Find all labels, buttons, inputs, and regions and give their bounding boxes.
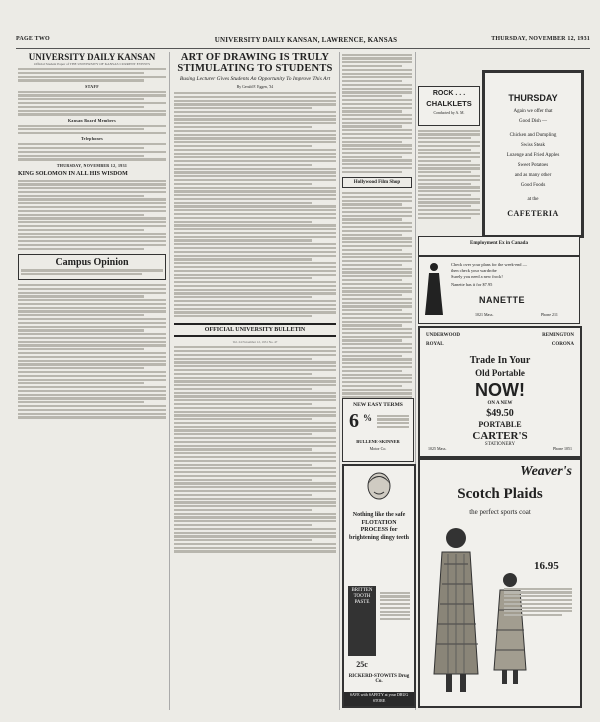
bulletin-meta: Vol. 24 November 12, 1931 No. 47: [232, 340, 278, 345]
sports-coat-line: the perfect sports coat: [469, 508, 531, 516]
cafeteria-menu-item: Lozenge and Fried Apples: [506, 153, 560, 158]
cafeteria-line: at the: [527, 197, 539, 202]
editorial-headline: KING SOLOMON IN ALL HIS WISDOM: [18, 170, 128, 177]
campus-opinion-box: [18, 254, 166, 280]
news-column: [342, 52, 412, 400]
nanette-text: [451, 262, 575, 288]
safe-banner: SAVE with SAFETY at your DRUG STORE: [344, 692, 414, 706]
telephone-listing: [18, 143, 166, 160]
cafeteria-menu-item: Swiss Steak: [520, 143, 546, 148]
weavers-copy: [504, 586, 572, 618]
board-label: Kansan Board Members: [68, 117, 116, 123]
employment-title: Employment Ex in Canada: [470, 241, 528, 246]
employment-ad: [418, 236, 580, 256]
bullene-name: BULLENE-SKINNER: [356, 439, 400, 444]
cafeteria-day: THURSDAY: [508, 93, 558, 103]
issue-date: THURSDAY, NOVEMBER 12, 1931: [491, 36, 590, 42]
trade-in-title: Trade In Your: [469, 355, 531, 366]
column-rule: [339, 52, 340, 710]
old-portable: Old Portable: [475, 368, 525, 378]
news-body: [342, 54, 412, 173]
on-a-new: ON A NEW: [487, 401, 513, 406]
art-byline: By Gerald F. Eggen, '34: [236, 85, 274, 89]
page-header: [16, 36, 590, 49]
bulletin-body: [174, 346, 336, 552]
campus-opinion-body: [18, 284, 166, 419]
typewriter-price: $49.50: [486, 408, 514, 419]
hollywood-title: Hollywood Film Shop: [353, 180, 401, 185]
cafeteria-line: Again we offer that: [513, 109, 553, 114]
rickerd-name: RICKERD-STOWITS Drug Co.: [348, 674, 410, 684]
bullene-ad: [342, 398, 414, 462]
column-rule: [169, 52, 170, 710]
terms-text: [377, 413, 409, 430]
carters-address: 1025 Mass.: [428, 446, 447, 451]
masthead-subtitle: Official Student Paper of THE UNIVERSITY OF KANSAS CURRENT EVENTS: [33, 62, 151, 66]
flotation-headline: Nothing like the safe FLOTATION PROCESS for brightening dingy teeth: [348, 512, 409, 541]
carters-name: CARTER'S: [472, 430, 528, 442]
cafeteria-line: Good Foods: [520, 183, 546, 188]
rock-name: CHALKLETS: [426, 99, 472, 108]
rock-chalklets-box: [418, 86, 480, 126]
cafeteria-line: Good Dish —: [518, 119, 548, 124]
masthead: UNIVERSITY DAILY KANSAN: [28, 52, 156, 62]
art-body: [174, 92, 336, 317]
editorial-date: THURSDAY, NOVEMBER 12, 1931: [56, 162, 128, 168]
brand-royal: ROYAL: [426, 342, 444, 347]
britten-copy: [380, 590, 410, 622]
rock-body: [418, 128, 480, 242]
board-names: [18, 125, 166, 135]
brand-remington: REMINGTON: [542, 333, 574, 338]
nanette-phone: Phone 211: [541, 312, 558, 317]
hollywood-box: [342, 177, 412, 188]
feature-column: [174, 52, 336, 710]
nanette-name: NANETTE: [479, 295, 525, 305]
carters-ad: [418, 326, 582, 458]
weavers-ad: [418, 458, 582, 708]
editorial-body: [18, 180, 166, 250]
cafeteria-menu-item: Chicken and Dumpling: [509, 133, 557, 138]
fashion-figure-icon: [423, 261, 445, 317]
cafeteria-ad: [482, 70, 584, 238]
nanette-address: 1021 Mass.: [475, 312, 494, 317]
staff-names: [18, 91, 166, 116]
scotch-plaids: Scotch Plaids: [457, 486, 543, 502]
rock-title: ROCK . . .: [432, 90, 466, 97]
cafeteria-name: CAFETERIA: [507, 209, 559, 218]
six-figure: 6: [349, 410, 359, 432]
art-headline: ART OF DRAWING IS TRULY STIMULATING TO STUDENTS: [177, 52, 333, 74]
editorial-column: [18, 52, 166, 710]
weavers-name: Weaver's: [520, 464, 572, 479]
easy-terms: NEW EASY TERMS: [353, 402, 403, 408]
percent-sign: %: [363, 413, 372, 423]
brand-corona: CORONA: [551, 342, 574, 347]
nanette-line: then check your wardrobe: [451, 268, 497, 273]
bullene-sub: Motor Co.: [369, 446, 387, 451]
portable-label: PORTABLE: [478, 420, 522, 429]
cafeteria-menu-item: Sweet Potatoes: [517, 163, 549, 168]
woman-portrait-icon: [362, 470, 396, 510]
now-headline: NOW!: [475, 380, 525, 400]
art-subheadline: Busing Lecturer Gives Students An Opportunity To Improve This Art: [179, 76, 331, 82]
carters-stationery: STATIONERY: [484, 442, 516, 447]
staff-listing: [18, 68, 166, 82]
nanette-price: Nanette has it for $7.95: [451, 282, 493, 287]
britten-price: 25c: [356, 660, 368, 669]
staff-label: STAFF: [85, 83, 99, 89]
nanette-ad: [418, 256, 580, 324]
rock-sub: Conducted by A. M.: [433, 111, 465, 115]
bulletin-title: OFFICIAL UNIVERSITY BULLETIN: [174, 323, 336, 337]
nanette-line: Surely you need a new frock!: [451, 274, 503, 279]
campus-opinion-title: Campus Opinion: [55, 256, 129, 268]
woman-coat-illustration-icon: [426, 524, 486, 696]
telephones-label: Telephones: [81, 136, 103, 142]
toothpaste-ad: [342, 464, 416, 708]
paper-title: UNIVERSITY DAILY KANSAN, LAWRENCE, KANSAS: [214, 36, 398, 44]
britten-name: BRITTEN TOOTH PASTE: [351, 588, 373, 605]
page-number: PAGE TWO: [16, 36, 50, 42]
hollywood-body: [342, 192, 412, 400]
nanette-line: Check over your plans for the week-end —: [451, 262, 527, 267]
carters-phone: Phone 1051: [553, 446, 572, 451]
weaver-price: 16.95: [534, 560, 559, 572]
cafeteria-line: and as many other: [514, 173, 552, 178]
brand-underwood: UNDERWOOD: [426, 333, 460, 338]
